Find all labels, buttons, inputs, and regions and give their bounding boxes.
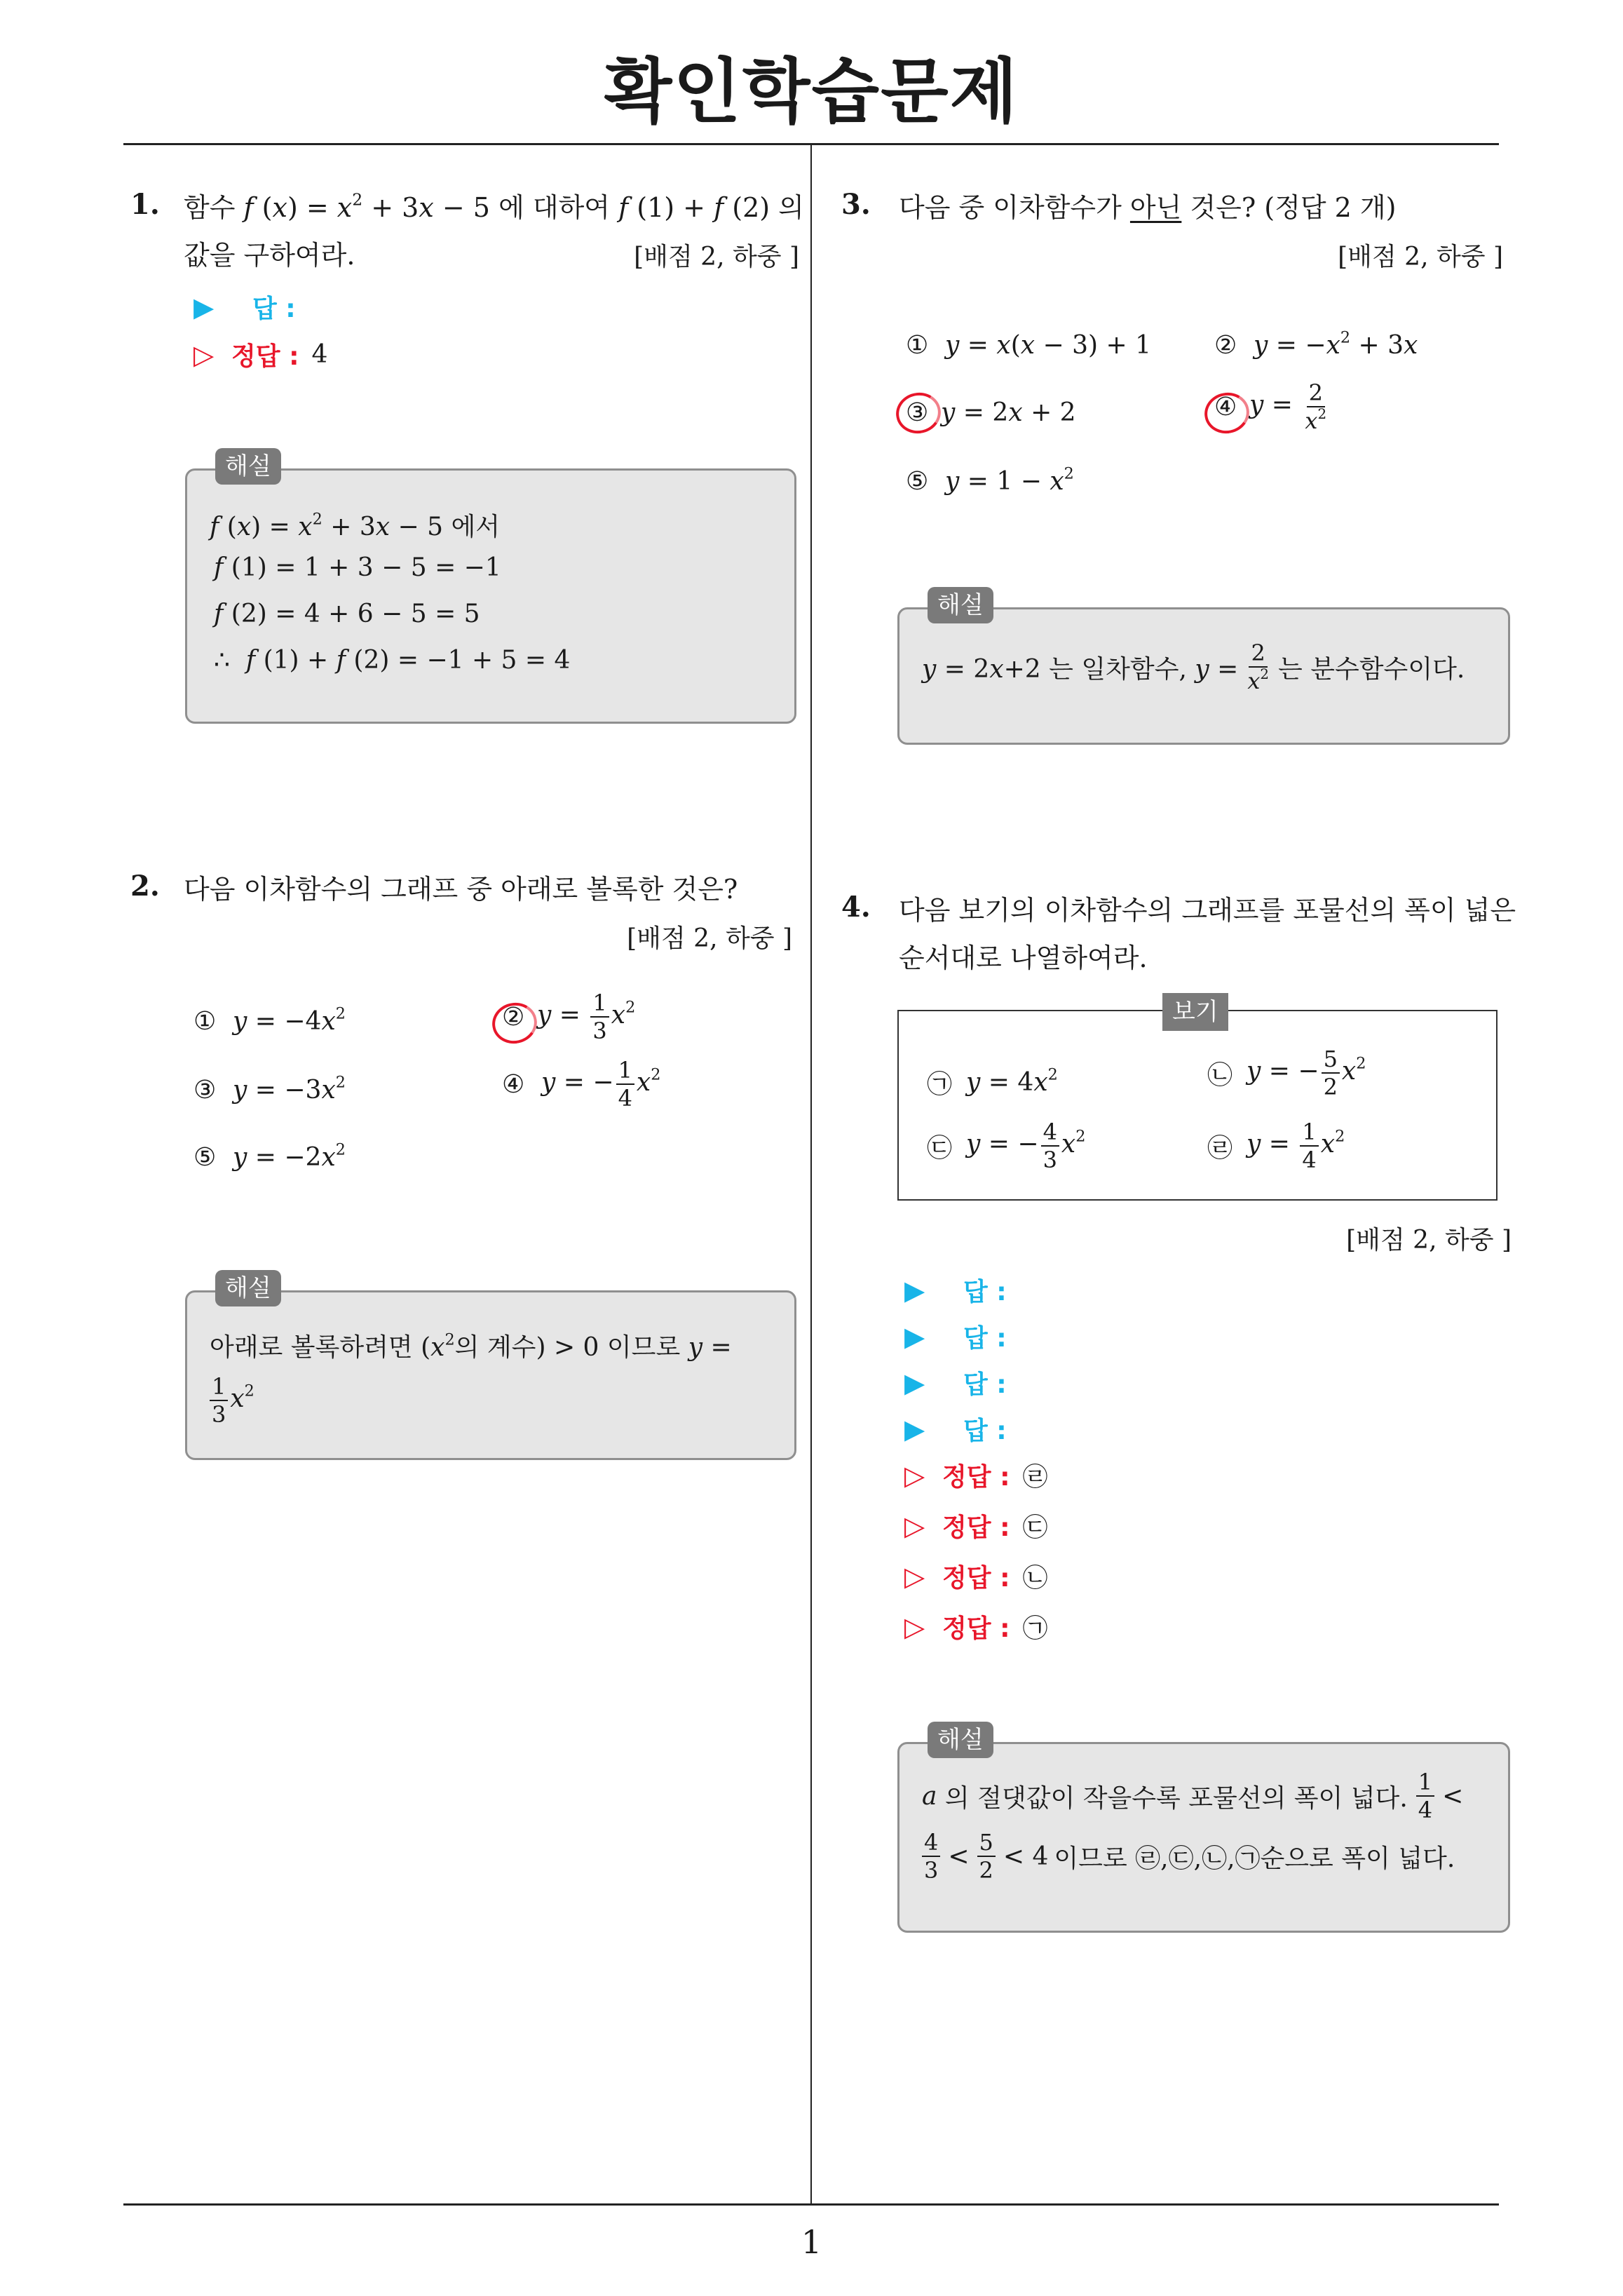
q2-explain-line2: $\frac{1}{3}$ $x^2$ (210, 1375, 254, 1426)
q3-number: 3. (841, 188, 871, 221)
q2-option-4: ④ y = − $\frac{1}{4}$ $x^2$ (502, 1057, 661, 1112)
q4-correct-row-3: ▷ 정답 : ㉡ (904, 1560, 1048, 1593)
q1-explain-box (185, 452, 796, 724)
q1-function: f $(x) = x^2 + 3x - 5$ (243, 189, 490, 223)
q1-line1-mid: 에 대하여 (498, 192, 611, 223)
q4-correct-row-1: ▷ 정답 : ㉣ (904, 1459, 1048, 1492)
q4-bogi-item-4: ㉣ y = $\frac{1}{4}$ $x^2$ (1207, 1119, 1345, 1173)
q1-line2: 값을 구하여라. (184, 240, 355, 271)
q3-explain-tag: 해설 (928, 587, 993, 623)
q4-correct-row-4: ▷ 정답 : ㉠ (904, 1611, 1048, 1643)
answer-label: 답 : (252, 295, 296, 323)
outline-triangle-icon: ▷ (904, 1611, 925, 1642)
q1-explain-line1: f $(x) = x^2 + 3x - 5$ 에서 (210, 510, 501, 541)
column-divider (810, 144, 812, 2205)
q3-option-1: ① y = x(x − 3) + 1 (906, 331, 1152, 360)
q3-option-3: ③ y = 2x + 2 (906, 398, 1076, 427)
q4-answer-row-1: ▶ 답 : (904, 1274, 1007, 1306)
q1-explain-line2: f (1) = 1 + 3 − 5 = −1 (214, 553, 501, 582)
q2-number: 2. (130, 870, 160, 903)
q1-score: [배점 2, 하중 ] (634, 243, 799, 271)
q1-line1-post: 의 (778, 192, 804, 223)
q1-explain-tag: 해설 (215, 448, 281, 485)
q4-answer-row-4: ▶ 답 : (904, 1413, 1007, 1445)
filled-triangle-icon: ▶ (904, 1367, 925, 1398)
q3-option-2: ② $y = -x^2 + 3x$ (1214, 328, 1418, 360)
q1-correct-row (193, 337, 327, 372)
page-title: 확인학습문제 (604, 50, 1019, 133)
outline-triangle-icon: ▷ (904, 1560, 925, 1592)
q4-bogi-box (897, 998, 1498, 1201)
page-number: 1 (801, 2223, 822, 2261)
q2-option-2: ② y = $\frac{1}{3}$ $x^2$ (502, 990, 636, 1044)
q4-explain-line2: $\frac{4}{3}$ < $\frac{5}{2}$ < 4 이므로 ㉣,㉢,㉡,㉠순으로 폭이 넓다. (922, 1831, 1455, 1882)
filled-triangle-icon: ▶ (904, 1413, 925, 1445)
q4-correct-row-2: ▷ 정답 : ㉢ (904, 1510, 1048, 1542)
q1-correct-value: 4 (311, 340, 328, 369)
q3-option-5: ⑤ $y = 1 - x^2$ (906, 464, 1074, 496)
q4-bogi-item-2: ㉡ y = − $\frac{5}{2}$ $x^2$ (1207, 1046, 1366, 1100)
q3-explain-line1: y = 2x+2 는 일차함수, y = $\frac{2}{x^2}$ 는 분수함수이다. (922, 640, 1465, 694)
q4-score: [배점 2, 하중 ] (1346, 1226, 1512, 1255)
q2-option-1: ① $y = -4x^2$ (193, 1004, 346, 1036)
q4-answer-row-3: ▶ 답 : (904, 1367, 1007, 1399)
q4-answer-row-2: ▶ 답 : (904, 1321, 1007, 1353)
q4-line1: 다음 보기의 이차함수의 그래프를 포물선의 폭이 넓은 (899, 895, 1516, 926)
q3-underlined-word: 아닌 (1129, 192, 1182, 223)
q3-option-4: ④ y = $\frac{2}{x^2}$ (1214, 379, 1327, 434)
q1-explain-line3: f (2) = 4 + 6 − 5 = 5 (214, 600, 480, 628)
filled-triangle-icon: ▶ (904, 1274, 925, 1306)
q4-explain-box (897, 1726, 1510, 1933)
outline-triangle-icon: ▷ (904, 1459, 925, 1491)
q1-line1 (184, 184, 804, 231)
correct-label: 정답 : (231, 342, 299, 371)
q2-explain-box (185, 1274, 796, 1460)
filled-triangle-icon: ▶ (904, 1321, 925, 1352)
q4-explain-tag: 해설 (928, 1722, 993, 1758)
q4-bogi-item-1: ㉠ $y = 4x^2$ (927, 1065, 1058, 1099)
bottom-rule (123, 2203, 1499, 2206)
q1-explain-line4: ∴ f (1) + f (2) = −1 + 5 = 4 (214, 646, 571, 675)
q4-bogi-tag: 보기 (1162, 993, 1228, 1031)
q2-explain-line1: 아래로 볼록하려면 ($x^2$의 계수) > 0 이므로 y = (210, 1330, 732, 1362)
q1-answer-row (193, 289, 296, 325)
q1-line1-pre: 함수 (184, 192, 236, 223)
q4-explain-line1: a 의 절댓값이 작을수록 포물선의 폭이 넓다. $\frac{1}{4}$ < (922, 1769, 1464, 1823)
q3-explain-box (897, 591, 1510, 745)
q4-line2: 순서대로 나열하여라. (899, 943, 1148, 973)
q3-answer-circle-3 (892, 389, 945, 438)
q2-option-5: ⑤ $y = -2x^2$ (193, 1140, 346, 1172)
outline-triangle-icon: ▷ (193, 339, 215, 370)
outline-triangle-icon: ▷ (904, 1510, 925, 1541)
q2-explain-tag: 해설 (215, 1270, 281, 1306)
filled-triangle-icon: ▶ (193, 291, 215, 323)
q1-expression: f (1) + f (2) (618, 192, 770, 223)
q4-bogi-item-3: ㉢ y = − $\frac{4}{3}$ $x^2$ (927, 1119, 1086, 1173)
q2-option-3: ③ $y = -3x^2$ (193, 1073, 346, 1105)
q4-number: 4. (841, 891, 871, 924)
q3-line1: 다음 중 이차함수가 아닌 것은? (정답 2 개) (899, 192, 1397, 223)
q2-score: [배점 2, 하중 ] (627, 924, 792, 953)
q2-line1: 다음 이차함수의 그래프 중 아래로 볼록한 것은? (184, 874, 738, 905)
q3-score: [배점 2, 하중 ] (1338, 243, 1503, 271)
q1-number: 1. (130, 188, 160, 221)
